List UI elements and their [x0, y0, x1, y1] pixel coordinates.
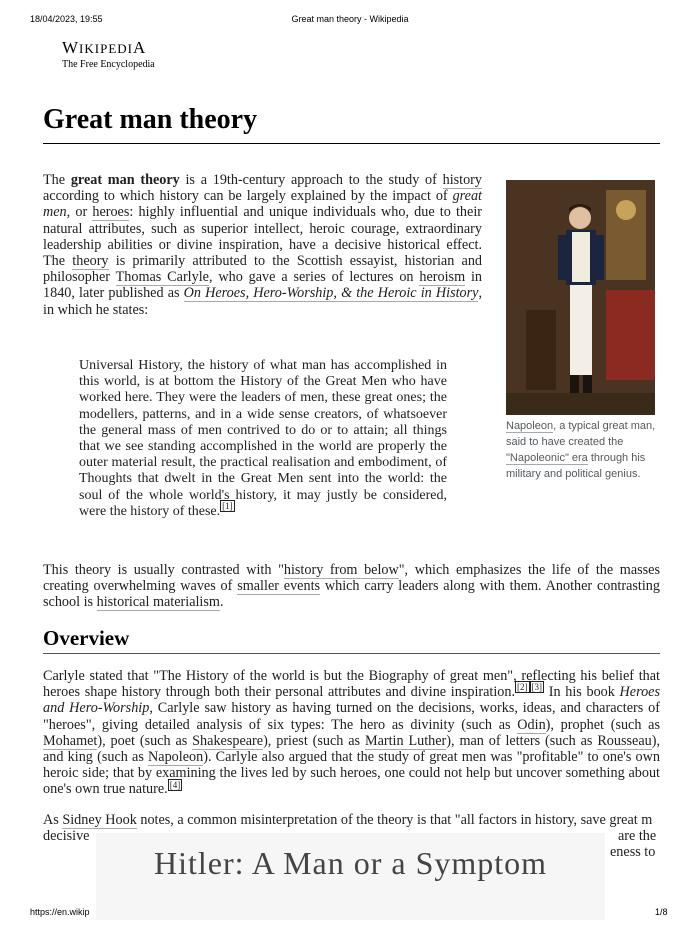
- print-page-number: 1/8: [655, 907, 668, 917]
- link-historical-materialism[interactable]: historical materialism: [96, 594, 220, 611]
- ref-3[interactable]: [3]: [531, 682, 543, 693]
- logo-wordmark: WIKIPEDIA: [62, 38, 147, 57]
- overview-paragraph: Carlyle stated that "The History of the world is but the Biography of great men", reflecting his belief that heroes shape history through both their personal attributes and divine inspiration. [2] [3] In his book Heroes and Hero-Worship, Carlyle saw history as having turned on the decisions, works, ideas, and characters of "heroes", giving detailed analysis of six types: The hero as divinity (such as Odin), prophet (such as Mohamet), poet (such as Shakespeare), priest (such as Martin Luther), man of letters (such as Rousseau), and king (such as Napoleon). Carlyle also argued that the study of great men was "profitable" to one's own heroic side; that by examining the lives led by such heroes, one could not help but uncover something about one's own true nature. [4]: [43, 668, 661, 798]
- caption-link-napoleonic-era[interactable]: "Napoleonic" era: [506, 452, 588, 464]
- link-history-from-below[interactable]: history from below: [283, 562, 399, 578]
- link-napoleon[interactable]: Napoleon: [148, 749, 204, 766]
- intro-paragraph: The great man theory is a 19th-century approach to the study of history according to which history can be largely explained by the impact of great men, or heroes: highly influential and unique individuals who, due to their natural attributes, such as superior intellect, heroic courage, extraordinary leadership abilities or divine inspiration, have a decisive historical effect. The theory is primarily attributed to the Scottish essayist, historian and philosopher Thomas Carlyle, who gave a series of lectures on heroism in 1840, later published as On Heroes, Hero-Worship, & the Heroic in History, in which he states:: [43, 172, 483, 318]
- ref-1[interactable]: [1]: [222, 501, 233, 512]
- hook-fragment-right-2: eness to: [610, 844, 656, 860]
- print-datetime: 18/04/2023, 19:55: [30, 14, 103, 24]
- title-divider: [43, 143, 660, 144]
- link-odin[interactable]: Odin: [517, 716, 546, 733]
- contrast-paragraph: This theory is usually contrasted with "history from below", which emphasizes the life of the masses creating overwhelming waves of smaller events which carry leaders along with them. Another contrasting school is historical materialism.: [43, 562, 660, 611]
- caption-link-napoleon[interactable]: Napoleon: [506, 420, 554, 432]
- link-smaller-events[interactable]: smaller events: [237, 578, 321, 595]
- link-shakespeare[interactable]: Shakespeare: [192, 732, 264, 749]
- hook-fragment-right: are the: [618, 828, 657, 844]
- video-title-overlay: Hitler: A Man or a Symptom: [96, 833, 605, 920]
- link-martin-luther[interactable]: Martin Luther: [364, 732, 447, 749]
- link-rousseau[interactable]: Rousseau: [597, 732, 652, 749]
- link-thomas-carlyle[interactable]: Thomas Carlyle: [115, 269, 209, 286]
- ref-4[interactable]: [4]: [169, 779, 181, 790]
- link-mohamet[interactable]: Mohamet: [43, 732, 98, 749]
- print-doc-title: Great man theory - Wikipedia: [291, 14, 409, 24]
- link-theory[interactable]: theory: [72, 253, 109, 270]
- image-caption: Napoleon, a typical great man, said to have created the "Napoleonic" era through his military and political genius.: [506, 420, 656, 480]
- link-on-heroes-book[interactable]: On Heroes, Hero-Worship, & the Heroic in History: [183, 285, 479, 302]
- print-footer-url: https://en.wikip: [30, 907, 90, 917]
- link-sidney-hook[interactable]: Sidney Hook: [62, 812, 137, 828]
- hook-paragraph: As Sidney Hook notes, a common misinterpretation of the theory is that "all factors in history, save great m decisive: [43, 812, 653, 845]
- portrait-illustration: [506, 180, 655, 415]
- napoleon-portrait-image[interactable]: [506, 180, 655, 415]
- section-heading-overview: Overview: [43, 626, 130, 650]
- blockquote: Universal History, the history of what man has accomplished in this world, is at bottom the History of the Great Men who have worked here. They were the leaders of men, these great ones; the modellers, patterns, and in a wide sense creators, of whatsoever the general mass of men contrived to do or to attain; all things that we see standing accomplished in the world are properly the outer material result, the practical realisation and embodiment, of Thoughts that dwelt in the Great Men sent into the world: the soul of the whole world's history, it may justly be considered, were the history of these. [1]: [79, 358, 447, 519]
- section-divider: [43, 653, 660, 654]
- link-heroes[interactable]: heroes: [92, 204, 130, 221]
- link-history[interactable]: history: [442, 172, 483, 188]
- page-title: Great man theory: [43, 104, 258, 135]
- link-heroism[interactable]: heroism: [419, 269, 466, 286]
- ref-2[interactable]: [2]: [517, 682, 528, 693]
- logo-tagline: The Free Encyclopedia: [62, 59, 155, 70]
- wikipedia-logo[interactable]: [62, 38, 155, 70]
